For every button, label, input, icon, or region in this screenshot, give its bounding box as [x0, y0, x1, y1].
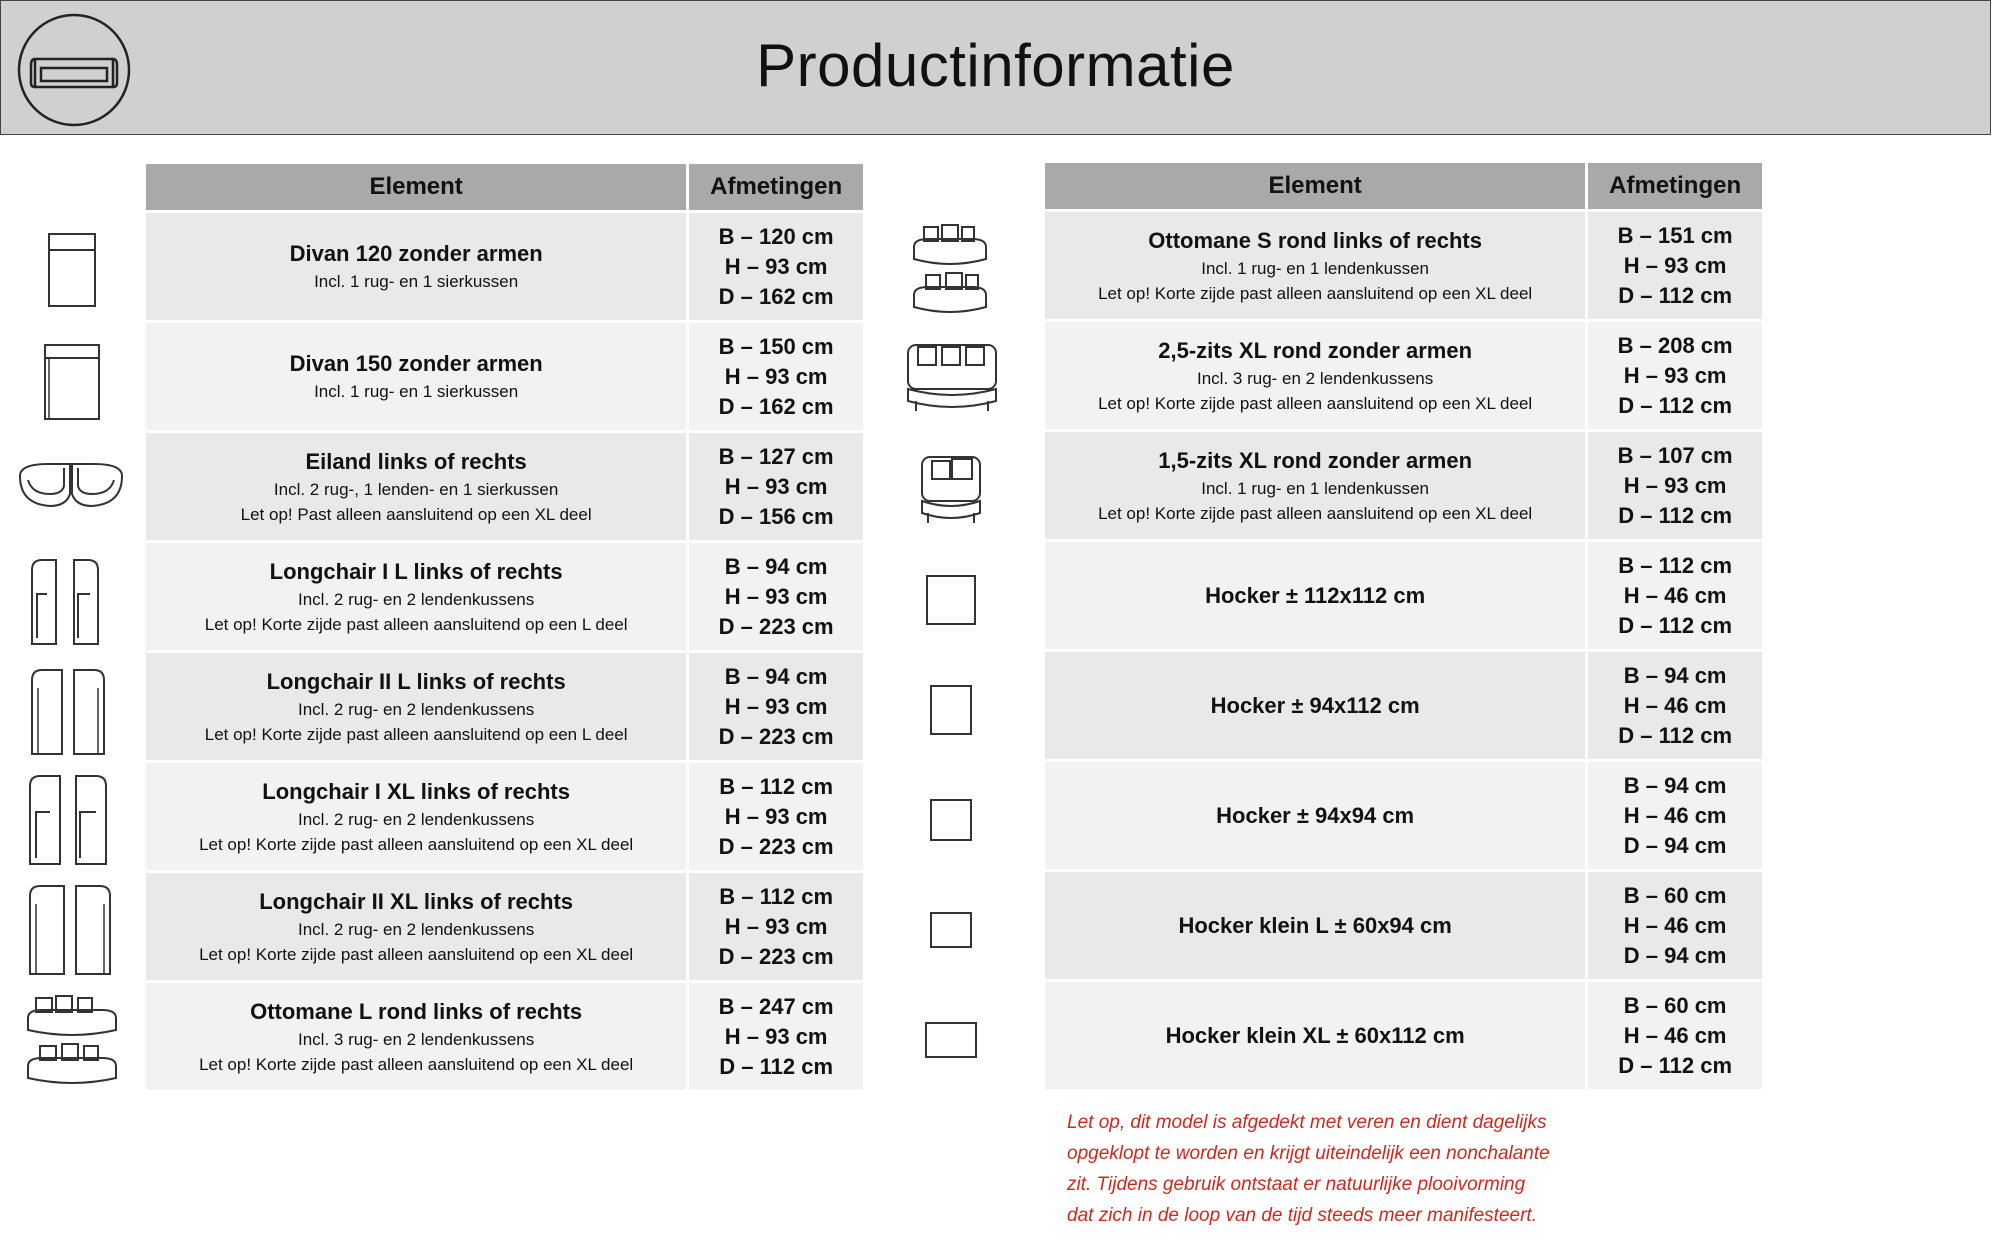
dimensions-cell: [689, 983, 863, 1090]
element-cell: [1045, 212, 1588, 319]
ottomane-s-icon: [896, 217, 1006, 324]
dimension-value: H – 93 cm: [724, 693, 828, 719]
dimension-value: D – 223 cm: [718, 833, 834, 859]
dimensions-column-header: Afmetingen: [689, 164, 863, 210]
dimension-value: B – 151 cm: [1617, 222, 1733, 248]
element-column-header: Element: [1045, 163, 1588, 209]
table-row: [1045, 212, 1762, 319]
element-detail: Let op! Korte zijde past alleen aansluitend op een L deel: [204, 724, 628, 744]
element-cell: [1045, 762, 1588, 869]
element-detail: Incl. 2 rug-, 1 lenden- en 1 sierkussen: [273, 479, 559, 499]
table-header-row: [1045, 163, 1762, 209]
dimension-value: B – 60 cm: [1623, 992, 1727, 1018]
element-cell: [146, 763, 689, 870]
dimension-value: D – 112 cm: [719, 1053, 833, 1079]
hocker-klein-l-icon: [896, 877, 1006, 984]
element-name: Longchair II XL links of rechts: [259, 888, 574, 914]
dimension-value: D – 112 cm: [1618, 612, 1732, 638]
dimension-value: B – 94 cm: [1623, 772, 1727, 798]
element-name: 1,5-zits XL rond zonder armen: [1158, 447, 1473, 473]
dimension-value: H – 93 cm: [724, 363, 828, 389]
note-line: opgeklopt te worden en krijgt uiteindelijk een nonchalante: [1067, 1143, 1550, 1164]
element-detail: Incl. 1 rug- en 1 sierkussen: [314, 272, 519, 291]
element-name: Longchair I L links of rechts: [269, 558, 563, 584]
dimensions-cell: [689, 323, 863, 430]
table-row: [146, 543, 863, 650]
dimension-value: D – 112 cm: [1618, 392, 1732, 418]
right-product-table: [1045, 160, 1762, 1092]
element-column-header: Element: [146, 164, 689, 210]
divan-120-icon: [16, 218, 126, 325]
dimension-value: B – 208 cm: [1617, 332, 1733, 358]
table-row: [146, 323, 863, 430]
hocker-94x94-icon: [896, 767, 1006, 874]
dimension-value: B – 150 cm: [718, 333, 834, 359]
dimensions-cell: [689, 873, 863, 980]
dimension-value: H – 46 cm: [1623, 802, 1727, 828]
element-detail: Incl. 2 rug- en 2 lendenkussens: [298, 699, 535, 719]
dimensions-cell: [689, 763, 863, 870]
hocker-klein-xl-icon: [896, 987, 1006, 1094]
element-detail: Incl. 2 rug- en 2 lendenkussens: [298, 809, 535, 829]
dimension-value: D – 112 cm: [1618, 282, 1732, 308]
element-detail: Let op! Korte zijde past alleen aansluitend op een XL deel: [1098, 283, 1533, 303]
table-row: [1045, 872, 1762, 979]
dimension-value: D – 223 cm: [718, 613, 834, 639]
dimension-value: B – 94 cm: [724, 553, 828, 579]
element-name: Hocker ± 94x112 cm: [1210, 692, 1420, 718]
element-cell: [1045, 432, 1588, 539]
dimension-value: B – 94 cm: [1623, 662, 1727, 688]
table-row: [1045, 542, 1762, 649]
longchair-2-xl-icon: [16, 878, 126, 985]
element-name: Hocker klein XL ± 60x112 cm: [1165, 1022, 1465, 1048]
dimensions-cell: [1588, 212, 1762, 319]
sofa-1-5-icon: [896, 437, 1006, 544]
note-line: dat zich in de loop van de tijd steeds meer manifesteert.: [1067, 1205, 1537, 1226]
dimension-value: B – 112 cm: [719, 883, 833, 909]
element-detail: Let op! Korte zijde past alleen aansluitend op een XL deel: [1098, 393, 1533, 413]
divan-150-icon: [16, 328, 126, 435]
element-name: Longchair II L links of rechts: [266, 668, 566, 694]
ottomane-l-icon: [16, 988, 126, 1095]
table-row: [146, 983, 863, 1090]
element-cell: [146, 323, 689, 430]
element-name: Eiland links of rechts: [305, 448, 527, 474]
left-product-table: [146, 161, 863, 1093]
dimension-value: H – 93 cm: [724, 1023, 828, 1049]
element-name: 2,5-zits XL rond zonder armen: [1158, 337, 1473, 363]
dimension-value: D – 162 cm: [718, 283, 834, 309]
dimension-value: D – 223 cm: [718, 723, 834, 749]
dimension-value: H – 93 cm: [1623, 252, 1727, 278]
table-header-row: [146, 164, 863, 210]
dimension-value: B – 94 cm: [724, 663, 828, 689]
note-line: Let op, dit model is afgedekt met veren en dient dagelijks: [1067, 1112, 1547, 1133]
hocker-112x112-icon: [896, 547, 1006, 654]
element-detail: Incl. 2 rug- en 2 lendenkussens: [298, 919, 535, 939]
dimension-value: H – 46 cm: [1623, 1022, 1727, 1048]
dimension-value: D – 94 cm: [1623, 942, 1727, 968]
element-name: Longchair I XL links of rechts: [262, 778, 570, 804]
longchair-1-l-icon: [16, 548, 126, 655]
dimension-value: B – 247 cm: [718, 993, 834, 1019]
element-name: Divan 150 zonder armen: [289, 351, 543, 376]
element-detail: Incl. 2 rug- en 2 lendenkussens: [298, 589, 535, 609]
element-cell: [146, 873, 689, 980]
table-row: [146, 763, 863, 870]
dimension-value: H – 93 cm: [1623, 472, 1727, 498]
element-name: Ottomane S rond links of rechts: [1148, 227, 1482, 253]
dimension-value: H – 93 cm: [724, 913, 828, 939]
longchair-1-xl-icon: [16, 768, 126, 875]
element-detail: Incl. 3 rug- en 2 lendenkussens: [1197, 368, 1434, 388]
care-note: [1067, 1107, 1627, 1231]
table-row: [1045, 762, 1762, 869]
dimensions-cell: [689, 653, 863, 760]
table-row: [146, 213, 863, 320]
element-cell: [146, 983, 689, 1090]
dimensions-cell: [1588, 322, 1762, 429]
table-row: [146, 653, 863, 760]
element-cell: [146, 213, 689, 320]
dimensions-cell: [1588, 982, 1762, 1089]
element-detail: Let op! Korte zijde past alleen aansluitend op een L deel: [204, 614, 628, 634]
eiland-icon: [16, 438, 126, 545]
dimensions-cell: [1588, 432, 1762, 539]
dimension-value: D – 223 cm: [718, 943, 834, 969]
element-cell: [1045, 652, 1588, 759]
dimensions-cell: [1588, 542, 1762, 649]
dimension-value: H – 46 cm: [1623, 912, 1727, 938]
dimensions-cell: [1588, 762, 1762, 869]
dimension-value: B – 60 cm: [1623, 882, 1727, 908]
element-detail: Incl. 1 rug- en 1 lendenkussen: [1201, 478, 1430, 498]
dimension-value: B – 112 cm: [719, 773, 833, 799]
dimension-value: H – 93 cm: [1623, 362, 1727, 388]
element-cell: [146, 543, 689, 650]
element-detail: Let op! Korte zijde past alleen aansluitend op een XL deel: [199, 834, 634, 854]
dimensions-cell: [1588, 872, 1762, 979]
page-header: [0, 0, 1991, 135]
dimension-value: B – 112 cm: [1618, 552, 1732, 578]
element-detail: Incl. 1 rug- en 1 sierkussen: [314, 382, 519, 401]
element-detail: Incl. 1 rug- en 1 lendenkussen: [1201, 258, 1430, 278]
element-name: Ottomane L rond links of rechts: [250, 998, 583, 1024]
hocker-94x112-icon: [896, 657, 1006, 764]
element-detail: Let op! Past alleen aansluitend op een XL deel: [240, 504, 592, 524]
dimensions-column-header: Afmetingen: [1588, 163, 1762, 209]
longchair-2-l-icon: [16, 658, 126, 765]
element-cell: [1045, 322, 1588, 429]
table-row: [146, 873, 863, 980]
dimension-value: H – 46 cm: [1623, 692, 1727, 718]
element-cell: [1045, 872, 1588, 979]
dimensions-cell: [1588, 652, 1762, 759]
dimension-value: B – 120 cm: [718, 223, 834, 249]
dimension-value: D – 162 cm: [718, 393, 834, 419]
element-cell: [1045, 542, 1588, 649]
dimension-value: B – 107 cm: [1617, 442, 1733, 468]
element-detail: Incl. 3 rug- en 2 lendenkussens: [298, 1029, 535, 1049]
dimensions-cell: [689, 433, 863, 540]
element-name: Hocker ± 94x94 cm: [1216, 802, 1415, 828]
dimension-value: D – 112 cm: [1618, 1052, 1732, 1078]
element-cell: [146, 653, 689, 760]
dimension-value: D – 112 cm: [1618, 502, 1732, 528]
page-title: Productinformatie: [756, 32, 1235, 99]
element-detail: Let op! Korte zijde past alleen aansluitend op een XL deel: [199, 1054, 634, 1074]
dimensions-cell: [689, 543, 863, 650]
table-row: [1045, 982, 1762, 1089]
table-row: [1045, 322, 1762, 429]
table-row: [146, 433, 863, 540]
table-row: [1045, 652, 1762, 759]
dimensions-cell: [689, 213, 863, 320]
dimension-value: D – 112 cm: [1618, 722, 1732, 748]
element-detail: Let op! Korte zijde past alleen aansluitend op een XL deel: [1098, 503, 1533, 523]
dimension-value: B – 127 cm: [718, 443, 834, 469]
dimension-value: H – 93 cm: [724, 803, 828, 829]
element-name: Hocker klein L ± 60x94 cm: [1178, 912, 1452, 938]
element-detail: Let op! Korte zijde past alleen aansluitend op een XL deel: [199, 944, 634, 964]
element-name: Divan 120 zonder armen: [289, 241, 543, 266]
sofa-2-5-icon: [896, 327, 1006, 434]
dimension-value: D – 94 cm: [1623, 832, 1727, 858]
dimension-value: H – 93 cm: [724, 473, 828, 499]
dimension-value: H – 93 cm: [724, 583, 828, 609]
dimension-value: D – 156 cm: [718, 503, 834, 529]
dimension-value: H – 93 cm: [724, 253, 828, 279]
element-name: Hocker ± 112x112 cm: [1205, 582, 1426, 608]
element-cell: [1045, 982, 1588, 1089]
table-row: [1045, 432, 1762, 539]
element-cell: [146, 433, 689, 540]
dimension-value: H – 46 cm: [1623, 582, 1727, 608]
note-line: zit. Tijdens gebruik ontstaat er natuurlijke plooivorming: [1067, 1174, 1526, 1195]
